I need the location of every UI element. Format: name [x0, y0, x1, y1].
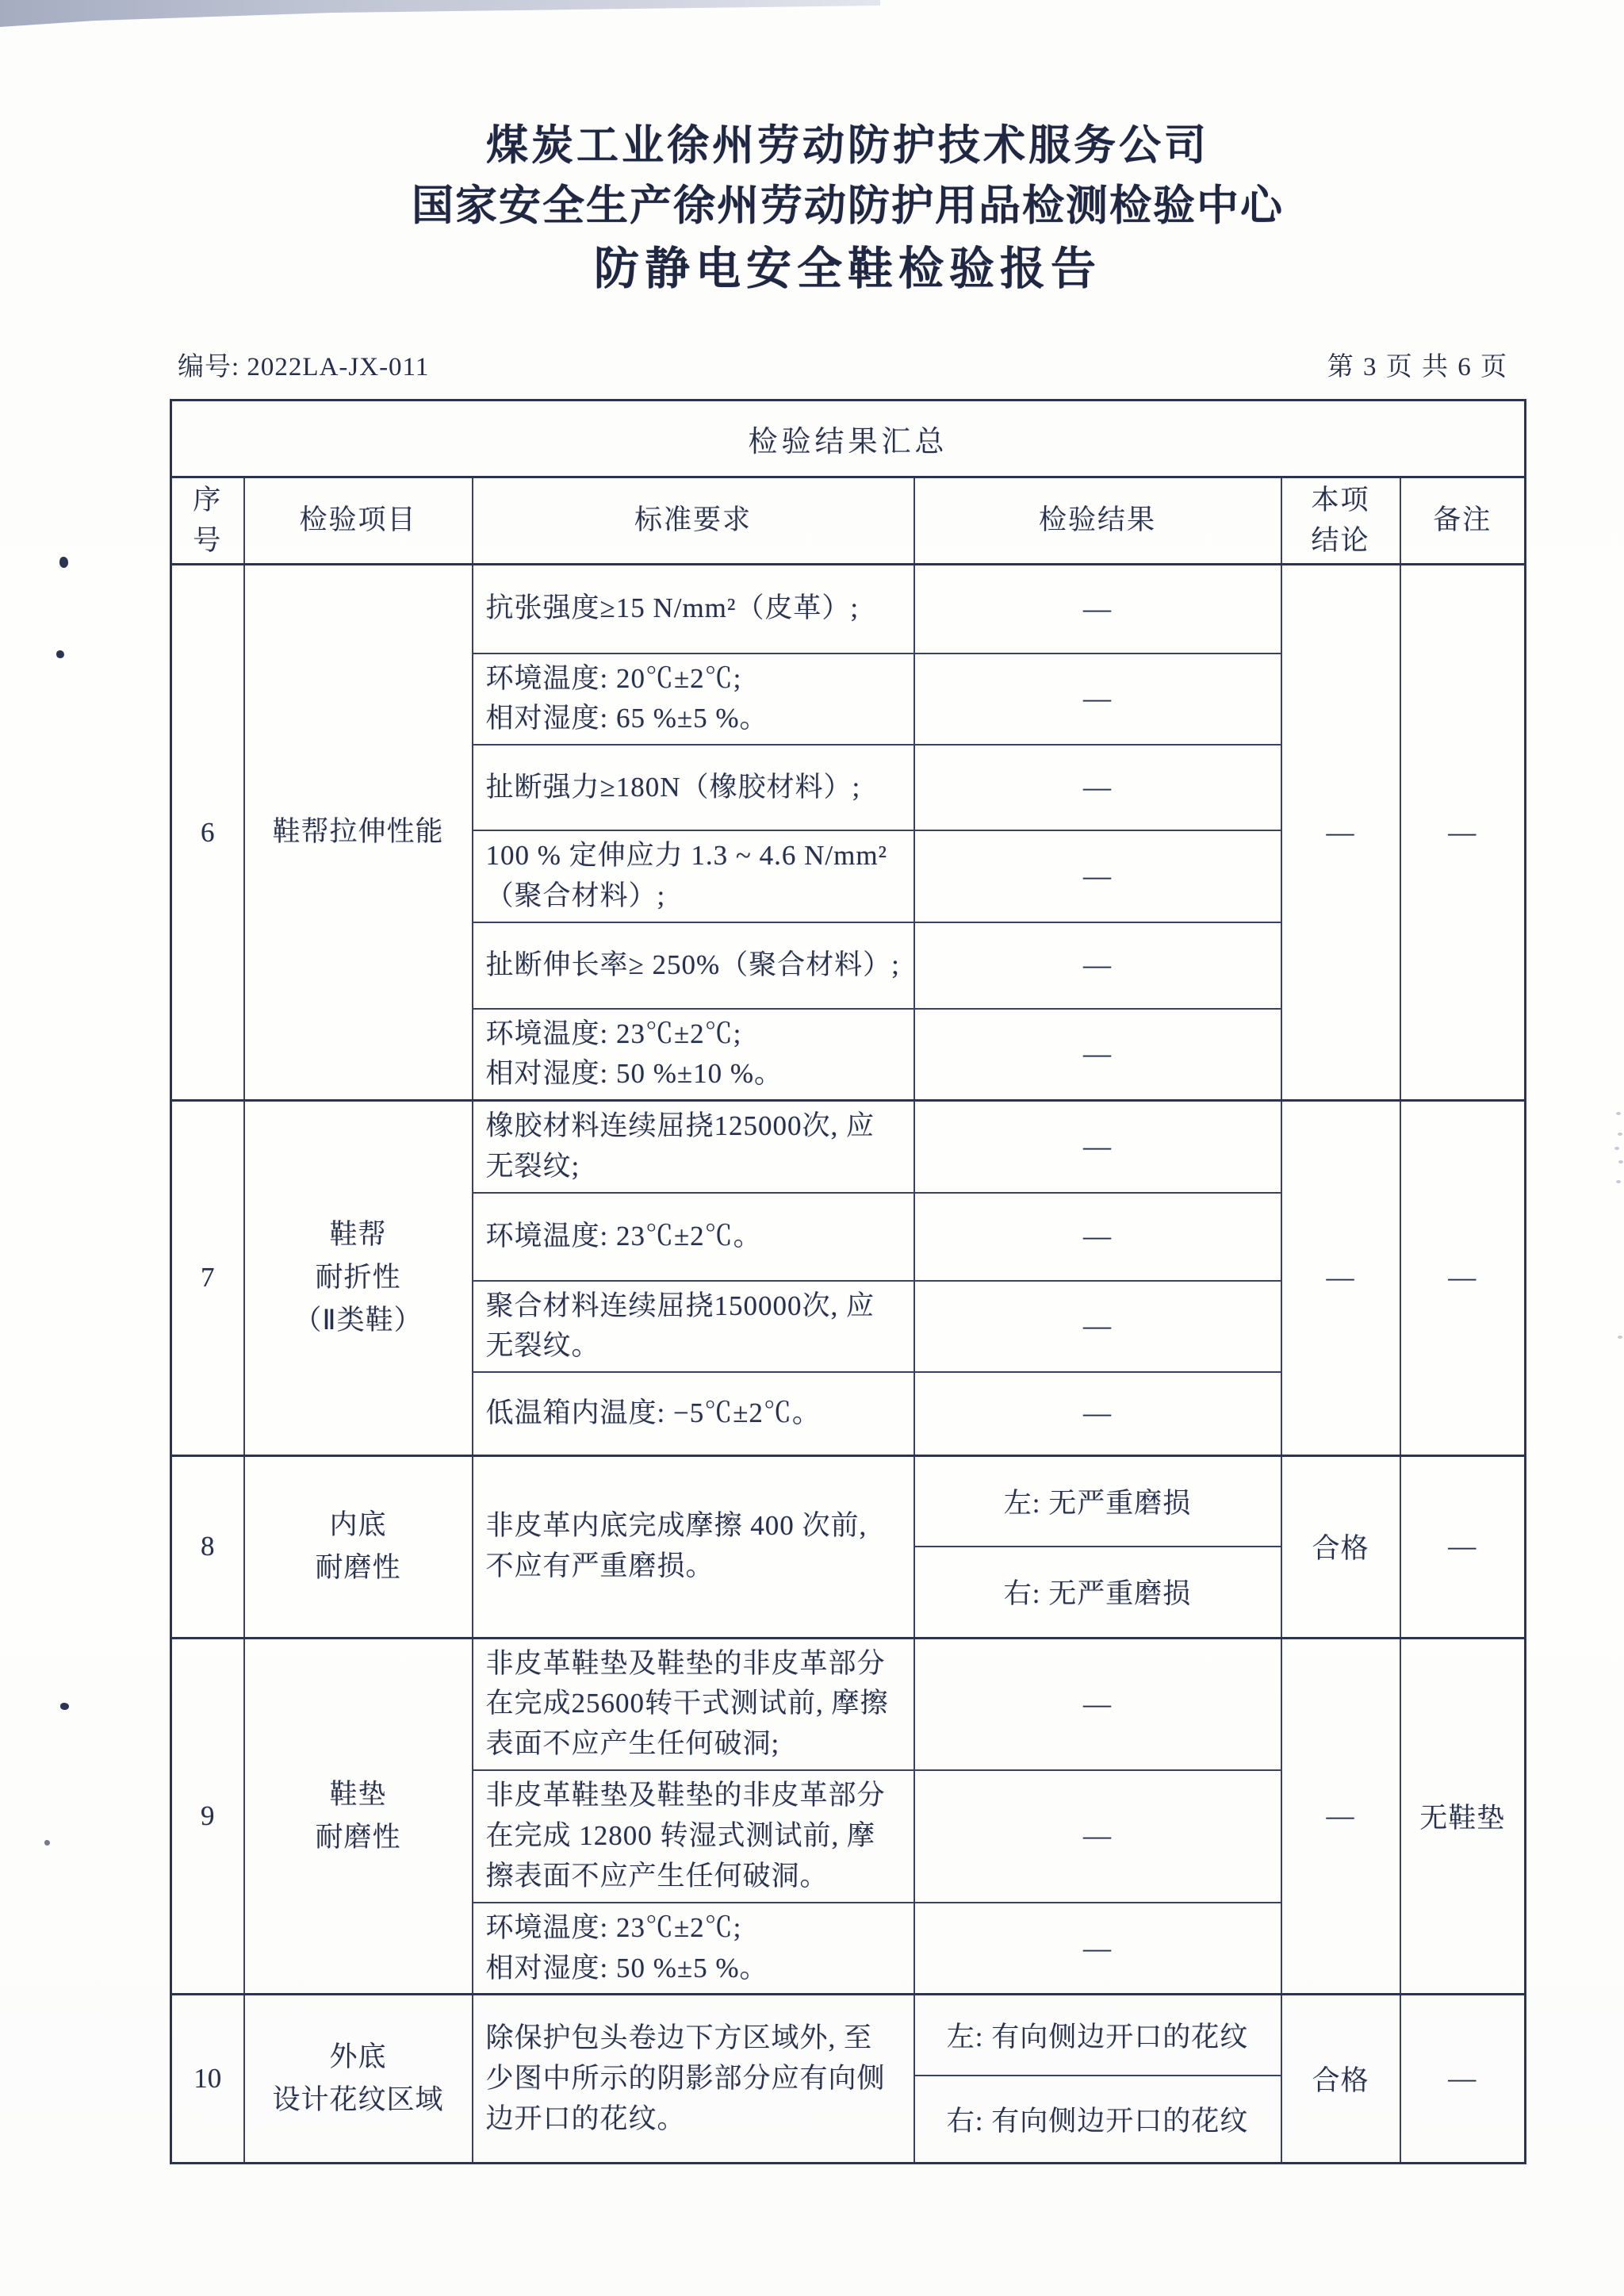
col-header-standard: 标准要求 — [473, 477, 914, 565]
row10-result-left: 左: 有向侧边开口的花纹 — [914, 1995, 1281, 2076]
scan-speck-artifact — [1616, 1180, 1621, 1183]
row7-requirement — [473, 1193, 914, 1281]
row10-result-right: 右: 有向侧边开口的花纹 — [914, 2076, 1281, 2164]
row7-requirement — [473, 1101, 914, 1193]
row10-item-line: 外底 — [329, 2041, 387, 2072]
requirement-line: 相对湿度: 50 %±5 %。 — [485, 1952, 768, 1984]
row9-item-line: 鞋垫 — [329, 1778, 387, 1810]
scan-dot-artifact — [44, 1840, 50, 1846]
row6-result: — — [914, 654, 1281, 746]
document-header — [171, 125, 1524, 292]
row6-requirement — [473, 654, 914, 746]
table-row — [171, 1995, 1526, 2076]
row9-result: — — [914, 1770, 1281, 1903]
col-header-no-line: 序 — [193, 484, 223, 516]
requirement-line: 环境温度: 23℃±2℃; — [485, 1911, 742, 1943]
row8-no: 8 — [171, 1455, 244, 1638]
table-row — [171, 1455, 1526, 1547]
row9-requirement — [473, 1903, 914, 1995]
scan-dot-artifact — [59, 557, 68, 568]
row6-item — [244, 565, 473, 1101]
report-title: 防静电安全鞋检验报告 — [594, 244, 1101, 294]
row6-result: — — [914, 565, 1281, 654]
scan-speck-artifact — [1618, 1160, 1623, 1163]
col-header-no-line: 号 — [193, 524, 223, 556]
requirement-line: 非皮革鞋垫及鞋垫的非皮革部分在完成 12800 转湿式测试前, 摩擦表面不应产生任何破洞。 — [485, 1780, 886, 1892]
scan-speck-artifact — [1616, 1112, 1621, 1115]
col-header-result: 检验结果 — [914, 477, 1281, 565]
col-header-remark: 备注 — [1400, 477, 1526, 565]
row7-item — [244, 1101, 473, 1456]
col-header-conclusion-line: 本项 — [1311, 484, 1370, 516]
row10-remark: — — [1400, 1995, 1526, 2164]
organization-name-line1: 煤炭工业徐州劳动防护技术服务公司 — [486, 123, 1209, 169]
requirement-line: 100 % 定伸应力 1.3 ~ 4.6 N/mm²（聚合材料）; — [485, 840, 888, 911]
row9-item-line: 耐磨性 — [315, 1821, 401, 1853]
row8-item-line: 耐磨性 — [315, 1552, 401, 1583]
row7-item-line: 鞋帮 — [329, 1218, 387, 1250]
row8-result-left: 左: 无严重磨损 — [914, 1455, 1281, 1547]
scan-dot-artifact — [56, 650, 64, 658]
row9-no: 9 — [171, 1638, 244, 1995]
row9-item — [244, 1638, 473, 1995]
requirement-line: 环境温度: 23℃±2℃。 — [485, 1220, 762, 1251]
row7-result: — — [914, 1281, 1281, 1373]
row9-conclusion: — — [1281, 1638, 1400, 1995]
requirement-line: 非皮革内底完成摩擦 400 次前, 不应有严重磨损。 — [485, 1510, 868, 1581]
requirement-line: 环境温度: 23℃±2℃; — [485, 1018, 742, 1049]
organization-name-line2: 国家安全生产徐州劳动防护用品检测检验中心 — [412, 183, 1284, 229]
row6-item-line: 鞋帮拉伸性能 — [272, 816, 444, 848]
row6-requirement — [473, 830, 914, 922]
requirement-line: 低温箱内温度: −5℃±2℃。 — [485, 1397, 821, 1428]
row7-remark: — — [1400, 1101, 1526, 1456]
row10-requirement — [473, 1995, 914, 2164]
requirement-line: 橡胶材料连续屈挠125000次, 应无裂纹; — [485, 1110, 875, 1182]
row7-result: — — [914, 1193, 1281, 1281]
row6-result: — — [914, 745, 1281, 830]
row9-result: — — [914, 1903, 1281, 1995]
row10-conclusion: 合格 — [1281, 1995, 1400, 2164]
col-header-item: 检验项目 — [244, 477, 473, 565]
col-header-conclusion-line: 结论 — [1311, 524, 1370, 556]
col-header-conclusion — [1281, 477, 1400, 565]
requirement-line: 抗张强度≥15 N/mm²（皮革）; — [485, 592, 860, 624]
table-header-row — [171, 477, 1526, 565]
row6-remark: — — [1400, 565, 1526, 1101]
row9-requirement — [473, 1638, 914, 1770]
inspection-results-table — [170, 399, 1526, 2164]
col-header-no — [171, 477, 244, 565]
row6-requirement — [473, 1009, 914, 1101]
row8-item — [244, 1455, 473, 1638]
scan-edge-artifact — [0, 0, 880, 27]
row6-conclusion: — — [1281, 565, 1400, 1101]
row6-result: — — [914, 830, 1281, 922]
row7-requirement — [473, 1372, 914, 1455]
requirement-line: 扯断强力≥180N（橡胶材料）; — [485, 771, 861, 803]
row9-result: — — [914, 1638, 1281, 1770]
table-row — [171, 1101, 1526, 1193]
row9-requirement — [473, 1770, 914, 1903]
scan-speck-artifact — [1614, 1147, 1619, 1150]
row7-item-line: 耐折性 — [315, 1262, 401, 1294]
row7-item-line: （Ⅱ类鞋） — [293, 1305, 423, 1336]
report-number: 编号: 2022LA-JX-011 — [178, 353, 430, 381]
row6-result: — — [914, 1009, 1281, 1101]
table-row — [171, 565, 1526, 654]
requirement-line: 扯断伸长率≥ 250%（聚合材料）; — [485, 949, 900, 980]
requirement-line: 除保护包头卷边下方区域外, 至少图中所示的阴影部分应有向侧边开口的花纹。 — [485, 2022, 886, 2134]
row10-item — [244, 1995, 473, 2164]
scan-speck-artifact — [1618, 1133, 1622, 1136]
requirement-line: 聚合材料连续屈挠150000次, 应无裂纹。 — [485, 1290, 875, 1362]
row7-result: — — [914, 1101, 1281, 1193]
page-indicator: 第 3 页 共 6 页 — [1327, 353, 1508, 381]
requirement-line: 相对湿度: 65 %±5 %。 — [485, 703, 768, 734]
row7-requirement — [473, 1281, 914, 1373]
row7-no: 7 — [171, 1101, 244, 1456]
row8-result-right: 右: 无严重磨损 — [914, 1547, 1281, 1638]
row6-result: — — [914, 922, 1281, 1009]
requirement-line: 相对湿度: 50 %±10 %。 — [485, 1058, 783, 1090]
scan-speck-artifact — [1618, 1336, 1622, 1339]
row9-remark: 无鞋垫 — [1400, 1638, 1526, 1995]
row10-no: 10 — [171, 1995, 244, 2164]
row6-requirement — [473, 565, 914, 654]
meta-row — [171, 346, 1524, 381]
row6-requirement — [473, 922, 914, 1009]
row7-result: — — [914, 1372, 1281, 1455]
row8-requirement — [473, 1455, 914, 1638]
requirement-line: 非皮革鞋垫及鞋垫的非皮革部分在完成25600转干式测试前, 摩擦表面不应产生任何破洞; — [485, 1647, 889, 1759]
row8-conclusion: 合格 — [1281, 1455, 1400, 1638]
row7-conclusion: — — [1281, 1101, 1400, 1456]
scan-dot-artifact — [60, 1703, 69, 1710]
requirement-line: 环境温度: 20℃±2℃; — [485, 662, 742, 694]
row8-item-line: 内底 — [329, 1508, 387, 1540]
row10-item-line: 设计花纹区域 — [272, 2084, 444, 2116]
row6-requirement — [473, 745, 914, 830]
row6-no: 6 — [171, 565, 244, 1101]
table-caption: 检验结果汇总 — [171, 401, 1526, 477]
row8-remark: — — [1400, 1455, 1526, 1638]
table-row — [171, 1638, 1526, 1770]
